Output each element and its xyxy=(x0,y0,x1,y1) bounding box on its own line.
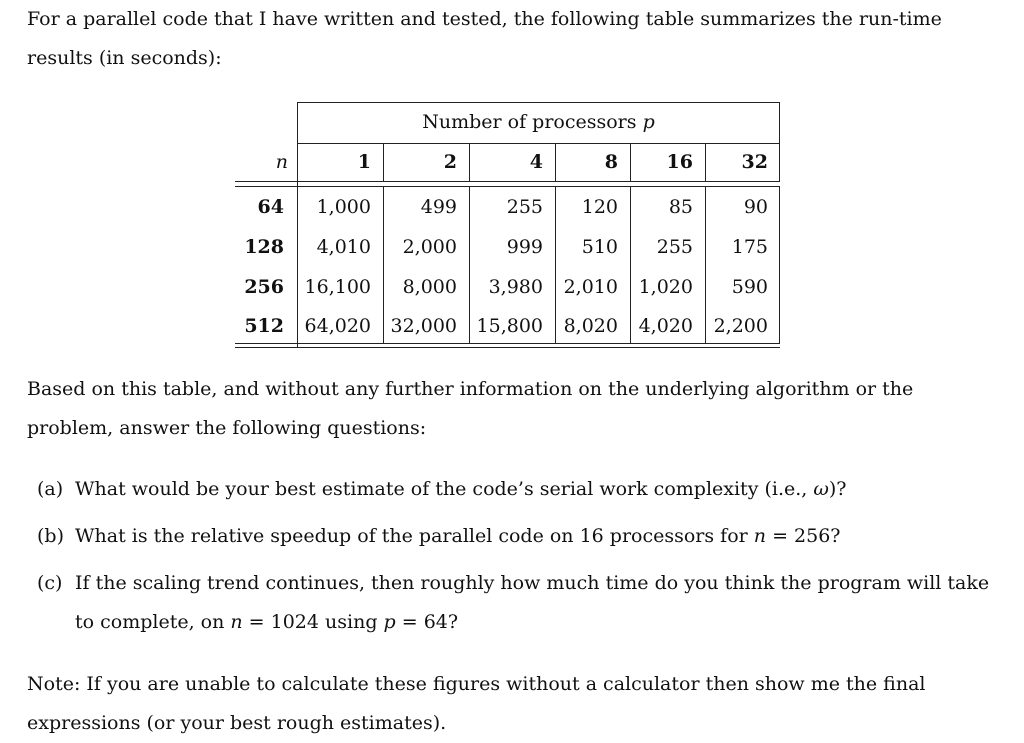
question-math: n xyxy=(753,525,767,547)
question-label: (a) xyxy=(37,478,64,500)
question-text-end: = 64? xyxy=(395,611,459,633)
question-math: ω xyxy=(813,478,829,500)
table-bottom-rule-2 xyxy=(235,347,780,348)
question-b xyxy=(37,517,997,556)
table-cell: 4,020 xyxy=(638,315,693,337)
question-text: What is the relative speedup of the parallel code on 16 processors for xyxy=(75,525,754,547)
question-text: If the scaling trend continues, then roughly how much time do you think the program will take xyxy=(75,572,990,594)
question-math: n xyxy=(230,611,243,633)
intro-paragraph: For a parallel code that I have written and tested, the following table summarizes the run-time results (in seconds): xyxy=(27,8,942,69)
question-text: = 1024 using xyxy=(242,611,384,633)
table-cell: 85 xyxy=(668,196,693,218)
question-label: (c) xyxy=(37,572,63,594)
table-cell: 15,800 xyxy=(476,315,543,337)
table-cell: 590 xyxy=(731,276,768,298)
table-cell: 2,200 xyxy=(713,315,768,337)
question-label: (b) xyxy=(37,525,64,547)
question-continuation xyxy=(37,603,997,642)
question-math: p xyxy=(383,611,396,633)
table-caption xyxy=(297,110,780,134)
table-header-separator xyxy=(297,143,780,144)
table-col-header: 16 xyxy=(666,151,693,173)
table-cell: 2,000 xyxy=(402,236,457,258)
table-cell: 175 xyxy=(731,236,768,258)
table-cell: 8,000 xyxy=(402,276,457,298)
question-text-end: = 256? xyxy=(766,525,841,547)
table-cell: 4,010 xyxy=(316,236,371,258)
table-cell: 90 xyxy=(743,196,768,218)
table-col-header: 2 xyxy=(443,151,457,173)
table-row-n: 512 xyxy=(244,315,284,337)
table-caption-text: Number of processors xyxy=(422,111,637,133)
table-cell: 120 xyxy=(581,196,618,218)
note-paragraph: Note: If you are unable to calculate these figures without a calculator then show me the final expressions (or your best rough estimates). xyxy=(27,673,926,734)
table-caption-var: p xyxy=(642,111,655,133)
table-col-header: 4 xyxy=(529,151,543,173)
table-cell: 1,000 xyxy=(316,196,371,218)
table-col-header-rule-1 xyxy=(235,181,780,182)
table-vline-right-body xyxy=(779,186,780,344)
table-row-n: 256 xyxy=(244,276,284,298)
question-a xyxy=(37,470,997,509)
table-cell: 510 xyxy=(581,236,618,258)
table-col-header: 1 xyxy=(357,151,371,173)
question-c xyxy=(37,564,997,642)
table-cell: 255 xyxy=(506,196,543,218)
table-cell: 255 xyxy=(656,236,693,258)
question-text: to complete, on xyxy=(75,611,231,633)
table-cell: 16,100 xyxy=(304,276,371,298)
table-cell: 499 xyxy=(420,196,457,218)
table-cell: 2,010 xyxy=(563,276,618,298)
table-vline-left xyxy=(297,102,298,347)
table-bottom-rule-1 xyxy=(235,343,780,344)
table-cell: 32,000 xyxy=(390,315,457,337)
table-row-n: 64 xyxy=(257,196,284,218)
table-cell: 8,020 xyxy=(563,315,618,337)
question-text-end: )? xyxy=(828,478,847,500)
table-col-header: 32 xyxy=(741,151,768,173)
table-cell: 1,020 xyxy=(638,276,693,298)
table-top-rule xyxy=(297,102,780,103)
table-col-header: 8 xyxy=(604,151,618,173)
table-row-n: 128 xyxy=(244,236,284,258)
table-cell: 999 xyxy=(506,236,543,258)
table-cell: 3,980 xyxy=(488,276,543,298)
instructions-paragraph: Based on this table, and without any further information on the underlying algorithm or the problem, answer the following questions: xyxy=(27,378,914,439)
table-row-header-label: n xyxy=(275,151,288,173)
table-col-header-rule-2 xyxy=(235,186,780,187)
question-text: What would be your best estimate of the code’s serial work complexity (i.e., xyxy=(75,478,814,500)
table-cell: 64,020 xyxy=(304,315,371,337)
runtime-table xyxy=(235,102,780,348)
